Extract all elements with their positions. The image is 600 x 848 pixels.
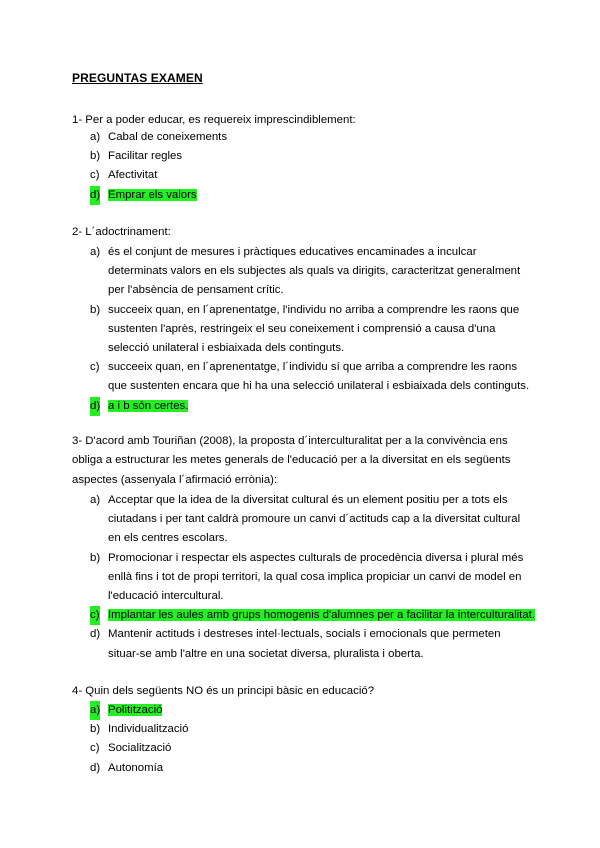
option-label: b) bbox=[90, 551, 101, 564]
option-text: Cabal de coneixements bbox=[108, 131, 228, 143]
option-text: Mantenir actituds i destreses intel·lectuals, socials i emocionals que permeten situar-se amb l'altre en una societat diversa, pluralista i oberta. bbox=[108, 628, 501, 660]
option-text: Facilitar regles bbox=[108, 150, 183, 163]
option bbox=[90, 739, 534, 758]
option-label: d) bbox=[90, 761, 101, 774]
option-correct bbox=[90, 701, 534, 720]
option-text: Socialització bbox=[108, 742, 172, 755]
option bbox=[90, 549, 534, 607]
option-label: b) bbox=[90, 303, 101, 316]
question-1-options bbox=[90, 128, 534, 205]
option-text: Afectivitat bbox=[108, 169, 158, 182]
option bbox=[90, 301, 534, 359]
option bbox=[90, 491, 534, 549]
option bbox=[90, 625, 534, 663]
option-label: a) bbox=[90, 701, 100, 720]
option-correct bbox=[90, 186, 534, 205]
option-label: b) bbox=[90, 723, 101, 736]
option-text: Autonomía bbox=[108, 761, 164, 774]
question-3-options bbox=[90, 491, 534, 664]
question-2: 2- L´adoctrinament: bbox=[72, 226, 171, 238]
option-label: d) bbox=[90, 628, 101, 641]
page-title: PREGUNTAS EXAMEN bbox=[72, 71, 203, 85]
option-text-highlighted: Implantar les aules amb grups homogenis d'alumnes per a facilitar la interculturalitat. bbox=[108, 609, 536, 622]
option-correct bbox=[90, 397, 534, 416]
option-text: Individualització bbox=[108, 723, 189, 736]
option bbox=[90, 147, 534, 166]
option bbox=[90, 759, 534, 778]
option-label: b) bbox=[90, 150, 101, 163]
question-4: 4- Quin dels següents NO és un principi bàsic en educació? bbox=[72, 685, 375, 697]
option-label: d) bbox=[90, 397, 100, 416]
option-label: a) bbox=[90, 494, 101, 506]
option-text: succeeix quan, en l´aprenentatge, l'individu no arriba a comprendre les raons que sustenten l'après, restringeix el seu coneixement i comprensió a causa d'una selecció unilateral i esbiaixada dels continguts. bbox=[108, 303, 520, 355]
option-label: d) bbox=[90, 186, 100, 205]
option-label: a) bbox=[90, 131, 101, 143]
question-2-options bbox=[90, 243, 534, 416]
option-label: c) bbox=[90, 742, 100, 755]
question-4-options bbox=[90, 701, 534, 778]
option-text-highlighted: a i b són certes. bbox=[108, 399, 189, 412]
option-text-highlighted: Emprar els valors bbox=[108, 188, 197, 201]
option bbox=[90, 243, 534, 301]
option bbox=[90, 358, 534, 396]
option bbox=[90, 128, 534, 147]
question-1: 1- Per a poder educar, es requereix imprescindiblement: bbox=[72, 114, 356, 126]
option-text: és el conjunt de mesures i pràctiques educatives encaminades a inculcar determinats valors en els subjectes als quals va dirigits, caracteritzat generalment per l'absència de pensament crític. bbox=[108, 246, 521, 297]
option-label: c) bbox=[90, 606, 100, 625]
option-text: succeeix quan, en l´aprenentatge, l´individu sí que arriba a comprendre les raons que sustenten encara que hi ha una selecció unilateral i esbiaixada dels continguts. bbox=[108, 361, 530, 393]
option bbox=[90, 166, 534, 185]
option bbox=[90, 720, 534, 739]
option-text-highlighted: Politització bbox=[108, 704, 163, 716]
option-correct bbox=[90, 606, 534, 625]
option-label: a) bbox=[90, 246, 101, 258]
option-text: Promocionar i respectar els aspectes culturals de procedència diversa i plural més enllà fins i tot de propi territori, la qual cosa implica propiciar un canvi de model en l'educació intercultural. bbox=[108, 551, 524, 603]
option-label: c) bbox=[90, 169, 100, 182]
option-text: Acceptar que la idea de la diversitat cultural és un element positiu per a tots els ciutadans i per tant caldrà promoure un canvi d´actituds cap a la diversitat cultural en els centres escolars. bbox=[108, 494, 521, 545]
question-3: 3- D'acord amb Touriñan (2008), la proposta d´interculturalitat per a la convivència ens obliga a estructurar les metes generals de l'educació per a la diversitat en els següents aspectes (assenyala l´afirmació errònia): bbox=[72, 435, 511, 486]
option-label: c) bbox=[90, 361, 100, 374]
